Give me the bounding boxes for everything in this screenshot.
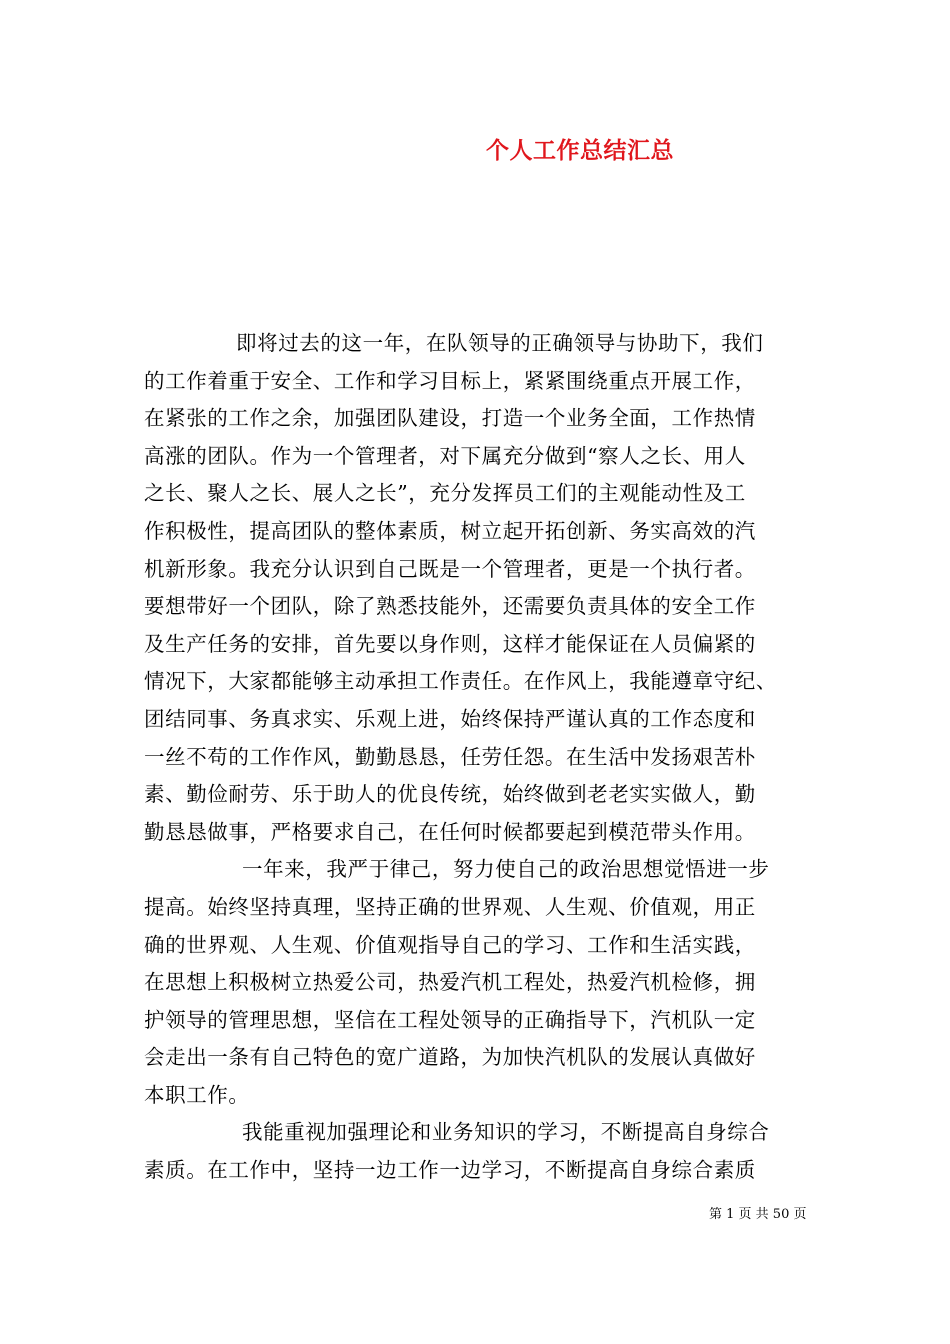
text-line: 本职工作。 bbox=[144, 1082, 250, 1107]
text-line: 的工作着重于安全、工作和学习目标上，紧紧围绕重点开展工作， bbox=[144, 368, 756, 393]
text-line: 勤恳恳做事，严格要求自己，在任何时候都要起到模范带头作用。 bbox=[144, 819, 756, 844]
text-line: 护领导的管理思想，坚信在工程处领导的正确指导下，汽机队一定 bbox=[144, 1007, 756, 1032]
text-line: 在紧张的工作之余，加强团队建设，打造一个业务全面，工作热情 bbox=[144, 406, 756, 431]
text-line: 情况下，大家都能够主动承担工作责任。在作风上，我能遵章守纪、 bbox=[144, 669, 777, 694]
text-line: 会走出一条有自己特色的宽广道路，为加快汽机队的发展认真做好 bbox=[144, 1045, 756, 1070]
text-line: 之长、聚人之长、展人之长”，充分发挥员工们的主观能动性及工 bbox=[144, 481, 746, 506]
text-line: 及生产任务的安排，首先要以身作则，这样才能保证在人员偏紧的 bbox=[144, 631, 756, 656]
text-line: 在思想上积极树立热爱公司，热爱汽机工程处，热爱汽机检修，拥 bbox=[144, 970, 756, 995]
text-line: 机新形象。我充分认识到自己既是一个管理者，更是一个执行者。 bbox=[144, 556, 756, 581]
document-body bbox=[144, 325, 814, 1190]
text-line: 确的世界观、人生观、价值观指导自己的学习、工作和生活实践， bbox=[144, 932, 756, 957]
text-line: 团结同事、务真求实、乐观上进，始终保持严谨认真的工作态度和 bbox=[144, 706, 756, 731]
text-line: 即将过去的这一年，在队领导的正确领导与协助下，我们 bbox=[236, 331, 764, 355]
text-line: 一年来，我严于律己，努力使自己的政治思想觉悟进一步 bbox=[242, 857, 770, 882]
text-line: 我能重视加强理论和业务知识的学习，不断提高自身综合 bbox=[242, 1120, 770, 1145]
text-line: 作积极性，提高团队的整体素质，树立起开拓创新、务实高效的汽 bbox=[144, 518, 756, 543]
text-line: 一丝不苟的工作作风，勤勤恳恳，任劳任怨。在生活中发扬艰苦朴 bbox=[144, 744, 756, 769]
text-line: 要想带好一个团队，除了熟悉技能外，还需要负责具体的安全工作 bbox=[144, 594, 756, 619]
paragraph bbox=[144, 1114, 814, 1189]
text-line: 高涨的团队。作为一个管理者，对下属充分做到“察人之长、用人 bbox=[144, 443, 746, 468]
text-line: 素、勤俭耐劳、乐于助人的优良传统，始终做到老老实实做人，勤 bbox=[144, 782, 756, 807]
paragraph bbox=[144, 851, 814, 1114]
paragraph bbox=[144, 325, 814, 851]
page-number-footer: 第 1 页 共 50 页 bbox=[709, 1207, 807, 1222]
document-title: 个人工作总结汇总 bbox=[486, 137, 674, 164]
text-line: 提高。始终坚持真理，坚持正确的世界观、人生观、价值观，用正 bbox=[144, 894, 756, 919]
text-line: 素质。在工作中，坚持一边工作一边学习，不断提高自身综合素质 bbox=[144, 1158, 756, 1183]
